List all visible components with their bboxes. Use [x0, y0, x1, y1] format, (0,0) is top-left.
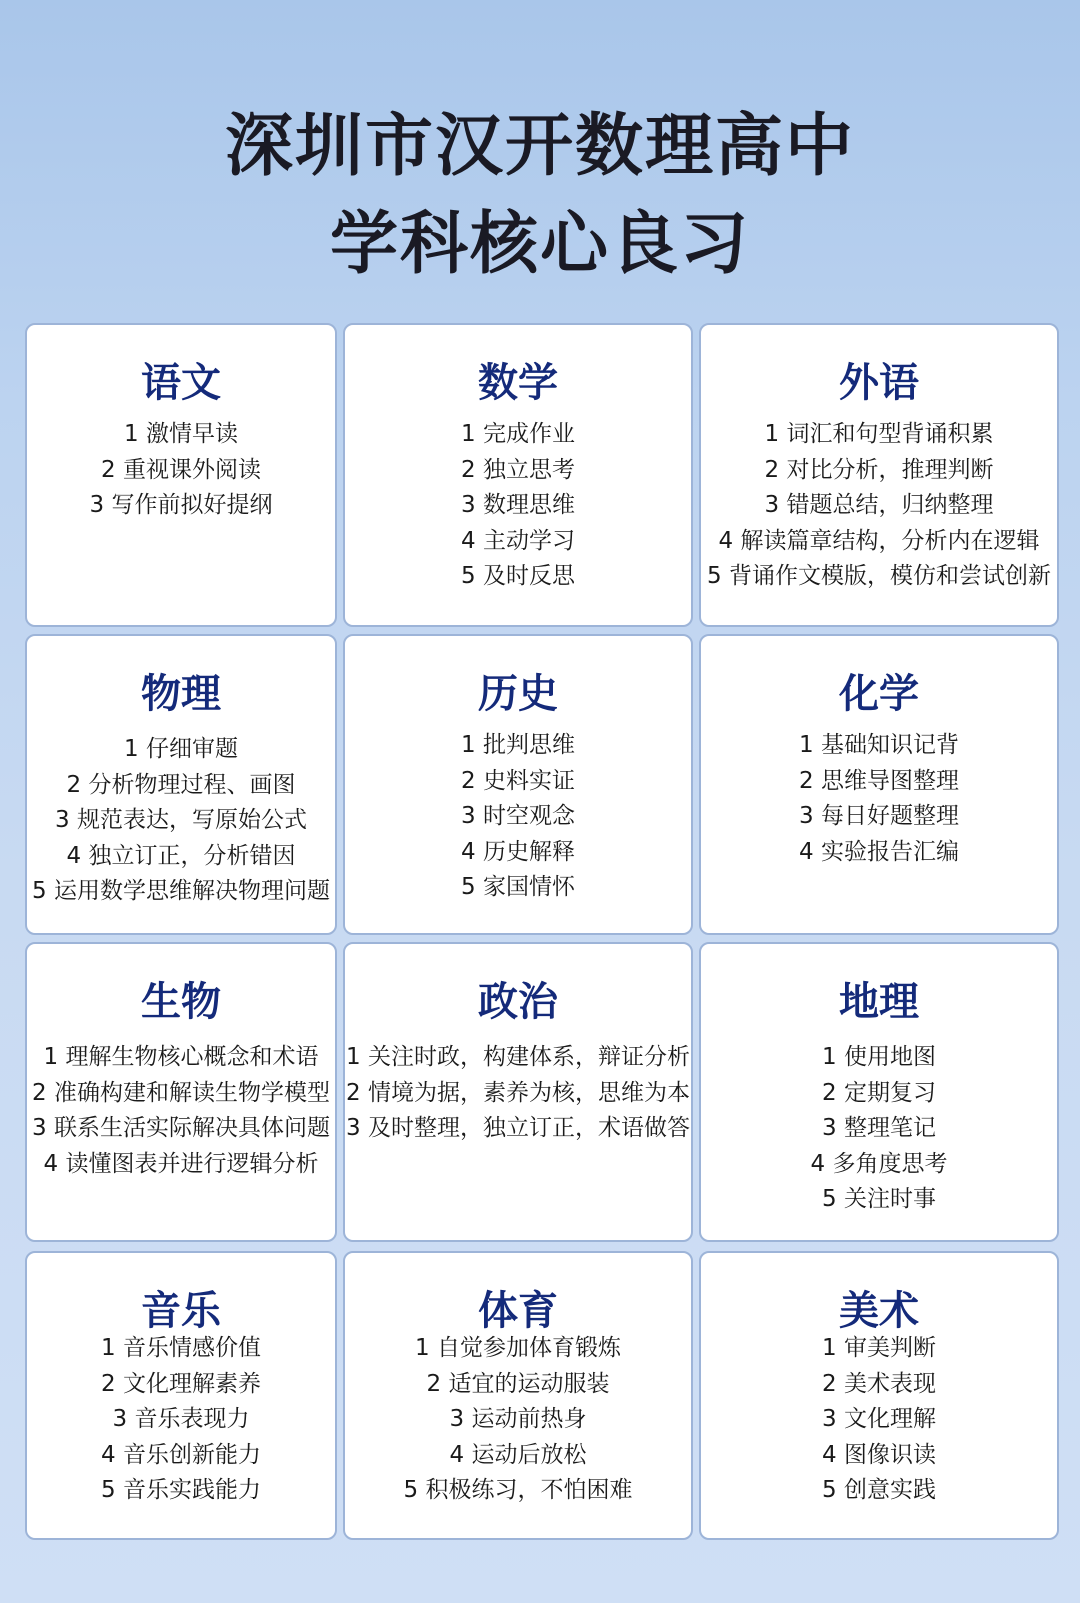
list-item: 2 重视课外阅读	[101, 456, 261, 483]
list-item: 5 音乐实践能力	[101, 1477, 261, 1503]
card-foreign-language	[699, 323, 1059, 627]
card-title: 语文	[141, 360, 221, 406]
list-item: 1 关注时政，构建体系，辩证分析	[346, 1044, 690, 1070]
list-item: 3 运动前热身	[449, 1406, 587, 1432]
card-title: 音乐	[141, 1288, 221, 1334]
card-fine-arts	[699, 1251, 1059, 1540]
list-item: 4 音乐创新能力	[101, 1441, 261, 1468]
list-item: 3 及时整理，独立订正，术语做答	[346, 1115, 690, 1141]
list-item: 2 情境为据，素养为核，思维为本	[346, 1079, 690, 1106]
card-title: 美术	[839, 1288, 919, 1334]
card-chemistry	[699, 634, 1059, 935]
list-item: 3 联系生活实际解决具体问题	[32, 1115, 330, 1141]
card-music	[25, 1251, 337, 1540]
list-item: 5 创意实践	[822, 1477, 936, 1503]
card-politics	[343, 942, 693, 1242]
card-title: 数学	[478, 360, 558, 406]
list-item: 5 及时反思	[461, 563, 575, 589]
list-item: 5 背诵作文模版，模仿和尝试创新	[707, 563, 1051, 589]
card-geography	[699, 942, 1059, 1242]
list-item: 5 家国情怀	[461, 874, 575, 900]
list-item: 2 独立思考	[461, 456, 575, 483]
list-item: 3 音乐表现力	[112, 1406, 250, 1432]
list-item: 3 写作前拟好提纲	[89, 492, 273, 518]
list-item: 2 美术表现	[822, 1370, 936, 1397]
card-title: 物理	[141, 671, 221, 717]
card-title: 外语	[839, 360, 919, 406]
card-physics	[25, 634, 337, 935]
card-title: 历史	[478, 671, 558, 717]
list-item: 1 自觉参加体育锻炼	[415, 1335, 621, 1361]
list-item: 4 多角度思考	[810, 1150, 948, 1177]
list-item: 2 文化理解素养	[101, 1370, 261, 1397]
list-item: 2 对比分析，推理判断	[764, 456, 994, 483]
list-item: 3 文化理解	[822, 1406, 936, 1432]
card-title: 生物	[141, 979, 221, 1025]
list-item: 2 史料实证	[461, 767, 575, 794]
list-item: 1 批判思维	[461, 732, 575, 758]
card-title: 化学	[839, 671, 919, 717]
list-item: 5 关注时事	[822, 1186, 936, 1212]
list-item: 3 数理思维	[461, 492, 575, 518]
list-item: 4 图像识读	[822, 1441, 936, 1468]
card-math	[343, 323, 693, 627]
list-item: 2 准确构建和解读生物学模型	[32, 1079, 330, 1106]
list-item: 5 运用数学思维解决物理问题	[32, 878, 330, 904]
list-item: 3 时空观念	[461, 803, 575, 829]
list-item: 3 整理笔记	[822, 1115, 936, 1141]
card-title: 政治	[478, 979, 558, 1025]
list-item: 2 分析物理过程、画图	[66, 771, 296, 798]
list-item: 2 思维导图整理	[799, 767, 959, 794]
list-item: 1 激情早读	[124, 421, 238, 447]
list-item: 1 理解生物核心概念和术语	[43, 1044, 319, 1070]
list-item: 2 适宜的运动服装	[426, 1370, 610, 1397]
card-biology	[25, 942, 337, 1242]
list-item: 1 基础知识记背	[799, 732, 959, 758]
list-item: 1 词汇和句型背诵积累	[764, 421, 994, 447]
list-item: 1 仔细审题	[124, 736, 238, 762]
poster-subtitle: 学科核心良习	[329, 205, 750, 284]
card-title: 体育	[478, 1288, 558, 1334]
card-chinese	[25, 323, 337, 627]
list-item: 4 解读篇章结构，分析内在逻辑	[718, 527, 1040, 554]
card-history	[343, 634, 693, 935]
card-physical-education	[343, 1251, 693, 1540]
list-item: 3 规范表达，写原始公式	[55, 807, 307, 833]
list-item: 3 每日好题整理	[799, 803, 959, 829]
list-item: 4 读懂图表并进行逻辑分析	[43, 1150, 319, 1177]
list-item: 4 历史解释	[461, 838, 575, 865]
poster-title: 深圳市汉开数理高中	[224, 107, 855, 186]
list-item: 1 音乐情感价值	[101, 1335, 261, 1361]
card-title: 地理	[839, 979, 919, 1025]
list-item: 1 使用地图	[822, 1044, 936, 1070]
list-item: 1 审美判断	[822, 1335, 936, 1361]
list-item: 4 独立订正，分析错因	[66, 842, 296, 869]
list-item: 4 主动学习	[461, 527, 575, 554]
list-item: 3 错题总结，归纳整理	[764, 492, 994, 518]
list-item: 1 完成作业	[461, 421, 575, 447]
list-item: 4 实验报告汇编	[799, 838, 959, 865]
list-item: 4 运动后放松	[449, 1441, 587, 1468]
list-item: 5 积极练习，不怕困难	[403, 1477, 633, 1503]
list-item: 2 定期复习	[822, 1079, 936, 1106]
